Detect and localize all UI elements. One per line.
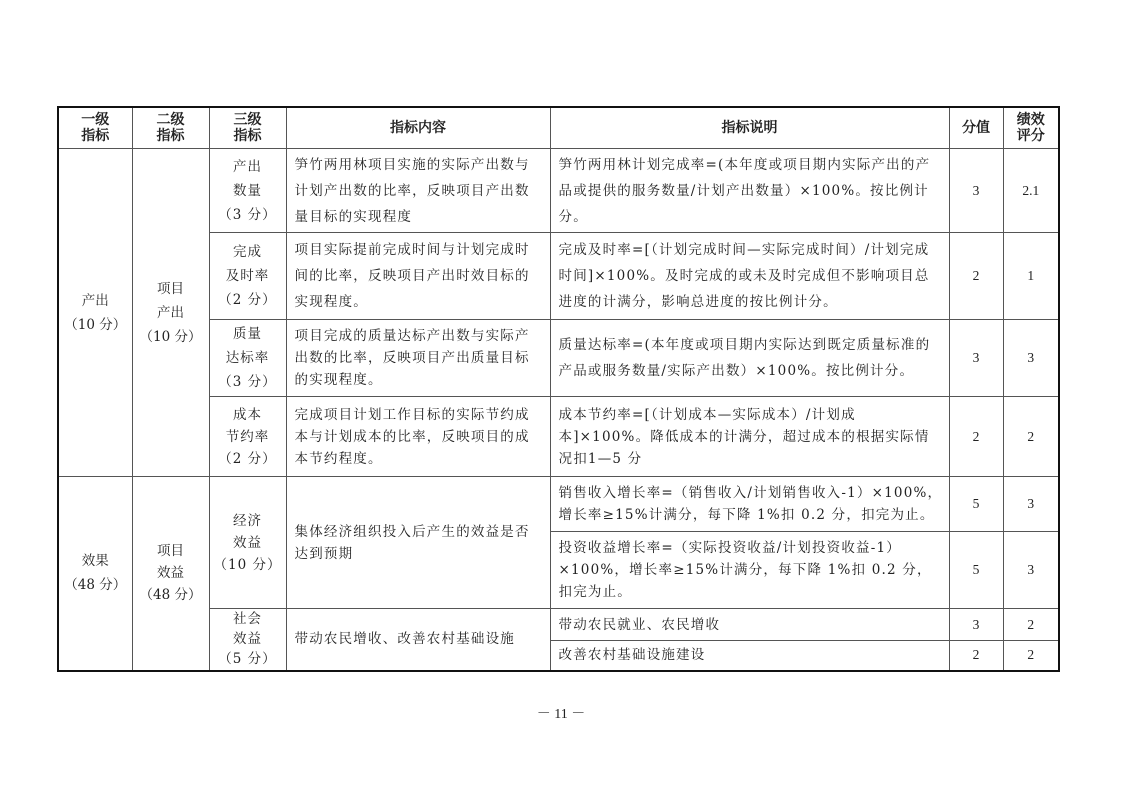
header-level3: 三级 指标 bbox=[209, 107, 286, 149]
level1-effect: 效果 （48 分） bbox=[58, 477, 132, 671]
header-level1: 一级 指标 bbox=[58, 107, 132, 149]
page-number: － 11 － bbox=[536, 707, 586, 722]
description-cell: 投资收益增长率=（实际投资收益/计划投资收益-1）×100%，增长率≥15%计满分，每下降 1%扣 0.2 分，扣完为止。 bbox=[550, 532, 949, 609]
content-cell: 集体经济组织投入后产生的效益是否达到预期 bbox=[286, 477, 550, 609]
description-cell: 完成及时率=[（计划完成时间—实际完成时间）/计划完成时间]×100%。及时完成的或未及时完成但不影响项目总进度的计满分，影响总进度的按比例计分。 bbox=[550, 233, 949, 320]
table-row bbox=[58, 609, 1059, 641]
level3-cell: 完成 及时率 （2 分） bbox=[209, 233, 286, 320]
score-cell: 3 bbox=[949, 609, 1003, 641]
description-cell: 改善农村基础设施建设 bbox=[550, 641, 949, 671]
level3-cell: 经济 效益 （10 分） bbox=[209, 477, 286, 609]
score-cell: 3 bbox=[949, 320, 1003, 397]
rating-cell: 2.1 bbox=[1003, 149, 1059, 233]
level3-cell: 成本 节约率 （2 分） bbox=[209, 397, 286, 477]
description-cell: 笋竹两用林计划完成率=(本年度或项目期内实际产出的产品或提供的服务数量/计划产出数量）×100%。按比例计分。 bbox=[550, 149, 949, 233]
level1-output: 产出 （10 分） bbox=[58, 149, 132, 477]
description-cell: 销售收入增长率=（销售收入/计划销售收入-1）×100%，增长率≥15%计满分，每下降 1%扣 0.2 分，扣完为止。 bbox=[550, 477, 949, 532]
rating-cell: 2 bbox=[1003, 397, 1059, 477]
header-rating: 绩效 评分 bbox=[1003, 107, 1059, 149]
header-content: 指标内容 bbox=[286, 107, 550, 149]
score-cell: 3 bbox=[949, 149, 1003, 233]
level3-cell: 社会 效益 （5 分） bbox=[209, 609, 286, 671]
content-cell: 完成项目计划工作目标的实际节约成本与计划成本的比率，反映项目的成本节约程度。 bbox=[286, 397, 550, 477]
table-row bbox=[58, 477, 1059, 532]
score-cell: 5 bbox=[949, 532, 1003, 609]
score-cell: 5 bbox=[949, 477, 1003, 532]
rating-cell: 3 bbox=[1003, 477, 1059, 532]
content-cell: 项目完成的质量达标产出数与实际产出数的比率，反映项目产出质量目标的实现程度。 bbox=[286, 320, 550, 397]
score-cell: 2 bbox=[949, 397, 1003, 477]
rating-cell: 1 bbox=[1003, 233, 1059, 320]
content-cell: 带动农民增收、改善农村基础设施 bbox=[286, 609, 550, 671]
rating-cell: 3 bbox=[1003, 532, 1059, 609]
table-row bbox=[58, 149, 1059, 233]
content-cell: 笋竹两用林项目实施的实际产出数与计划产出数的比率，反映项目产出数量目标的实现程度 bbox=[286, 149, 550, 233]
performance-evaluation-table bbox=[57, 106, 1060, 672]
header-level2: 二级 指标 bbox=[132, 107, 209, 149]
level2-project-output: 项目 产出 （10 分） bbox=[132, 149, 209, 477]
score-cell: 2 bbox=[949, 233, 1003, 320]
score-cell: 2 bbox=[949, 641, 1003, 671]
rating-cell: 2 bbox=[1003, 641, 1059, 671]
rating-cell: 3 bbox=[1003, 320, 1059, 397]
table-header-row bbox=[58, 107, 1059, 149]
table-row bbox=[58, 320, 1059, 397]
description-cell: 质量达标率=(本年度或项目期内实际达到既定质量标准的产品或服务数量/实际产出数）×100%。按比例计分。 bbox=[550, 320, 949, 397]
level3-cell: 产出 数量 （3 分） bbox=[209, 149, 286, 233]
rating-cell: 2 bbox=[1003, 609, 1059, 641]
table-row bbox=[58, 233, 1059, 320]
description-cell: 成本节约率=[（计划成本—实际成本）/计划成本]×100%。降低成本的计满分，超过成本的根据实际情况扣1—5 分 bbox=[550, 397, 949, 477]
level3-cell: 质量 达标率 （3 分） bbox=[209, 320, 286, 397]
level2-project-benefit: 项目 效益 （48 分） bbox=[132, 477, 209, 671]
content-cell: 项目实际提前完成时间与计划完成时间的比率，反映项目产出时效目标的实现程度。 bbox=[286, 233, 550, 320]
header-description: 指标说明 bbox=[550, 107, 949, 149]
description-cell: 带动农民就业、农民增收 bbox=[550, 609, 949, 641]
header-score: 分值 bbox=[949, 107, 1003, 149]
table-row bbox=[58, 397, 1059, 477]
